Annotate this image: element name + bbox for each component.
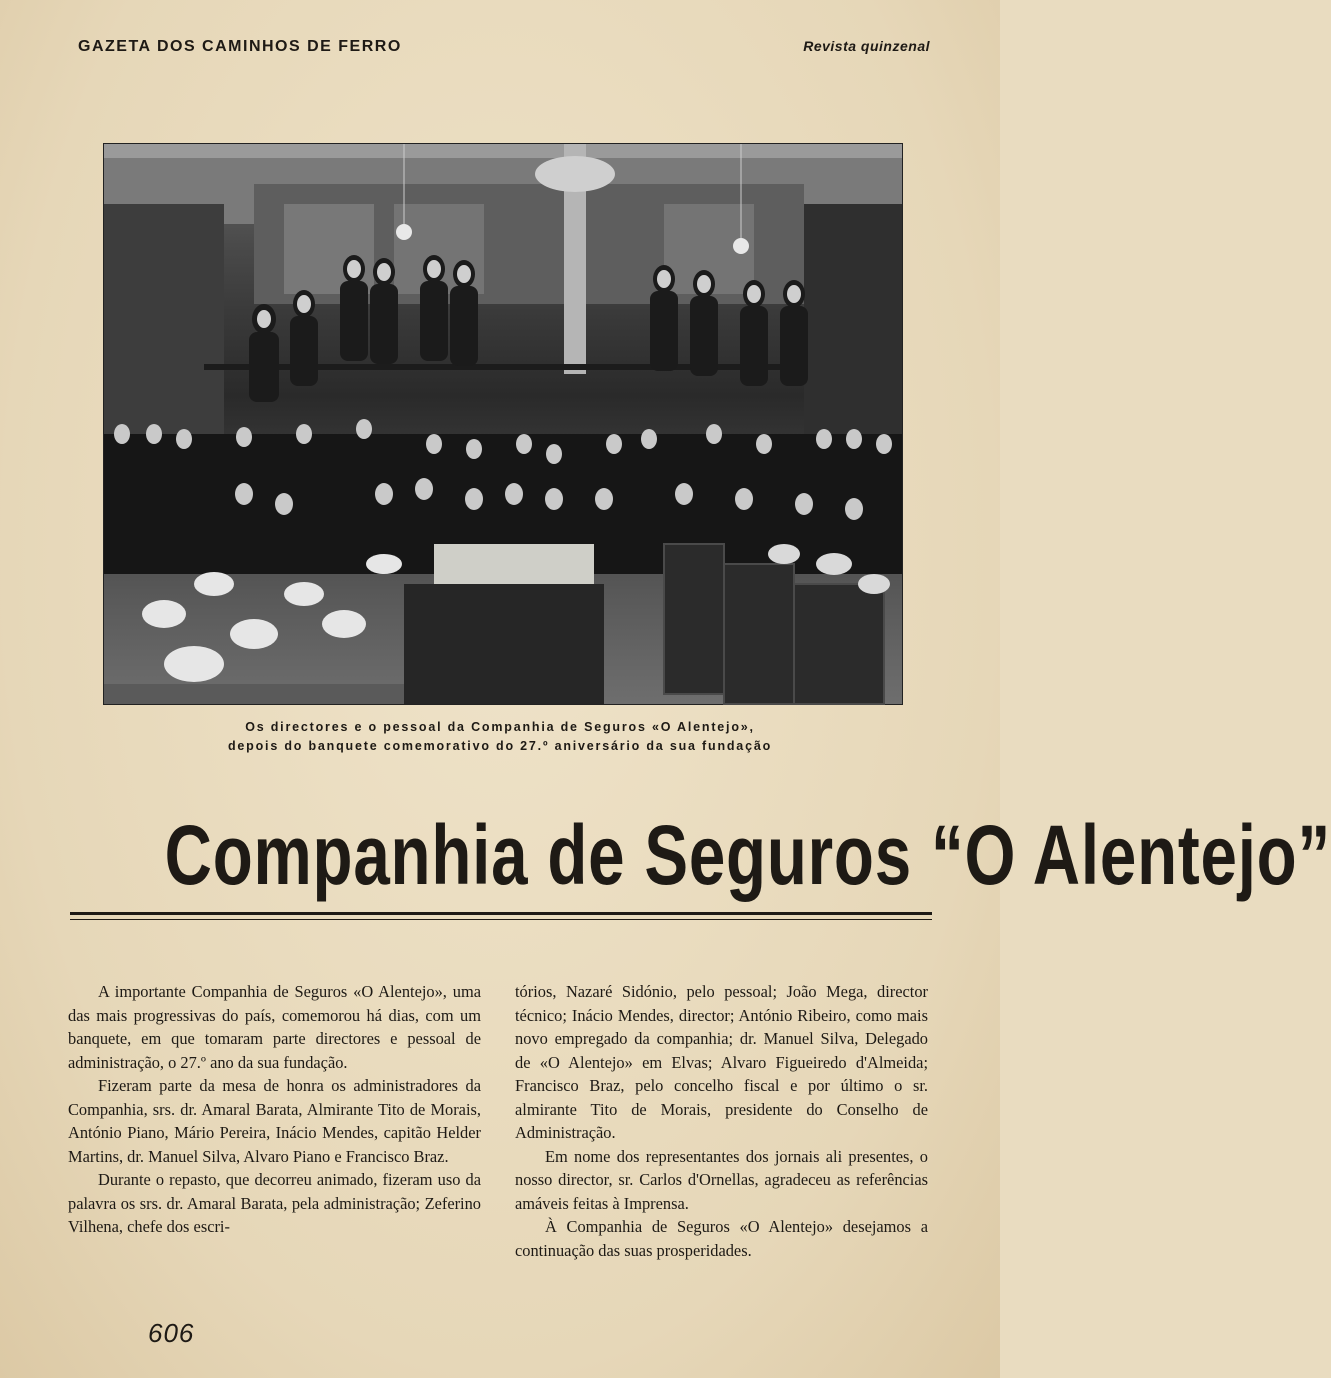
paragraph: Fizeram parte da mesa de honra os administradores da Companhia, srs. dr. Amaral Barata, Almirante Tito de Morais, António Piano, Mário Pereira, Inácio Mendes, capitão Helder Martins, dr. Manuel Silva, Alvaro Piano e Francisco Braz. [68, 1076, 481, 1166]
photo-caption [0, 718, 1000, 756]
publication-subtitle: Revista quinzenal [803, 38, 930, 54]
page-number: 606 [148, 1318, 195, 1348]
headline-rule-thick [70, 912, 932, 915]
headline-rule-thin [70, 919, 932, 920]
paragraph: À Companhia de Seguros «O Alentejo» desejamos a continuação das suas prosperidades. [515, 1217, 928, 1260]
group-photo-illustration [104, 144, 902, 704]
paragraph: Em nome dos representantes dos jornais ali presentes, o nosso director, sr. Carlos d'Ornellas, agradeceu as referências amáveis feitas à Imprensa. [515, 1146, 928, 1213]
article-column-1 [68, 980, 481, 1262]
group-photo [103, 143, 903, 705]
article-column-2 [515, 980, 928, 1262]
publication-name: GAZETA DOS CAMINHOS DE FERRO [78, 38, 402, 55]
paragraph: tórios, Nazaré Sidónio, pelo pessoal; João Mega, director técnico; Inácio Mendes, director; António Ribeiro, como mais novo empregado da companhia; dr. Manuel Silva, Delegado de «O Alentejo» em Elvas; Alvaro Figueiredo d'Almeida; Francisco Braz, pelo concelho fiscal e por último o sr. almirante Tito de Morais, presidente do Conselho de Administração. [515, 982, 928, 1142]
paragraph: A importante Companhia de Seguros «O Alentejo», uma das mais progressivas do país, comemorou há dias, com um banquete, em que tomaram parte directores e pessoal de administração, o 27.º ano da sua fundação. [68, 982, 481, 1072]
caption-line-2: depois do banquete comemorativo do 27.º aniversário da sua fundação [227, 739, 773, 753]
article-body [68, 980, 928, 1262]
paragraph: Durante o repasto, que decorreu animado, fizeram uso da palavra os srs. dr. Amaral Barata, pela administração; Zeferino Vilhena, chefe dos escri- [68, 1170, 481, 1236]
article-headline: Companhia de Seguros “O Alentejo” [164, 808, 1331, 902]
running-head [78, 38, 930, 56]
caption-line-1: Os directores e o pessoal da Companhia de Seguros «O Alentejo», [245, 720, 755, 734]
